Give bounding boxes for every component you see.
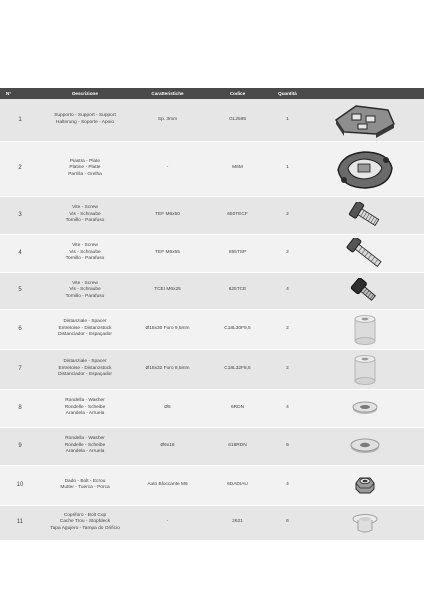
description-line: Copriforo - Bolt Cup bbox=[63, 512, 107, 518]
part-description bbox=[40, 427, 130, 465]
part-quantity: 4 bbox=[270, 389, 305, 427]
part-characteristics: Ø6x18 bbox=[130, 427, 205, 465]
part-number: 8 bbox=[0, 389, 40, 427]
parts-table bbox=[0, 88, 424, 541]
description-line: Tornillo - Parafuso bbox=[65, 256, 105, 262]
part-quantity: 1 bbox=[270, 99, 305, 141]
part-characteristics: Ø18x30 Foro 9,5mm bbox=[130, 309, 205, 349]
description-line: Dado - Bolt - Ecrou bbox=[64, 478, 106, 484]
part-characteristics: Ø18x32 Foro 8,5mm bbox=[130, 349, 205, 389]
table-row bbox=[0, 141, 424, 196]
spacer-icon bbox=[305, 352, 424, 386]
part-quantity: 2 bbox=[270, 234, 305, 272]
description-line: Distanziale - Spacer bbox=[63, 319, 107, 325]
table-body bbox=[0, 99, 424, 540]
description-line: Mutter - Tuerca - Porca bbox=[60, 485, 110, 490]
spacer-icon bbox=[305, 312, 424, 346]
description-line: Vite - Screw bbox=[72, 280, 98, 286]
part-quantity: 6 bbox=[270, 505, 305, 540]
part-number: 10 bbox=[0, 465, 40, 505]
part-number: 2 bbox=[0, 141, 40, 196]
part-characteristics: TEF M6x55 bbox=[130, 234, 205, 272]
table-row bbox=[0, 309, 424, 349]
part-code: M6M bbox=[205, 141, 270, 196]
part-code: C18L30F9,5 bbox=[205, 309, 270, 349]
part-characteristics: Sp. 3mm bbox=[130, 99, 205, 141]
table-header-row bbox=[0, 88, 424, 99]
header-characteristics: Caratteristiche bbox=[130, 88, 205, 99]
long-screw-icon bbox=[305, 238, 424, 268]
part-code: 618RDN bbox=[205, 427, 270, 465]
description-line: Tornillo - Parafuso bbox=[65, 218, 105, 224]
description-line: Entretoise - Distanzstück bbox=[58, 325, 112, 331]
part-image bbox=[305, 309, 424, 349]
description-line: Vis - Schraube bbox=[69, 249, 101, 255]
large-washer-icon bbox=[305, 436, 424, 456]
description-line: Arandela - Arruela bbox=[65, 449, 105, 455]
description-line: Rondelle - Scheibe bbox=[64, 404, 106, 410]
part-quantity: 4 bbox=[270, 272, 305, 309]
description-line: Piastra - Plate bbox=[69, 158, 101, 164]
hex-screw-icon bbox=[305, 202, 424, 228]
part-quantity: 2 bbox=[270, 196, 305, 234]
part-description bbox=[40, 99, 130, 141]
part-image bbox=[305, 272, 424, 309]
part-image bbox=[305, 349, 424, 389]
table-row bbox=[0, 465, 424, 505]
description-line: Vis - Schraube bbox=[69, 211, 101, 217]
part-characteristics: - bbox=[130, 141, 205, 196]
table-row bbox=[0, 272, 424, 309]
part-quantity: 4 bbox=[270, 465, 305, 505]
part-description bbox=[40, 234, 130, 272]
part-code: 655TSP bbox=[205, 234, 270, 272]
part-quantity: 1 bbox=[270, 141, 305, 196]
part-image bbox=[305, 141, 424, 196]
lock-nut-icon bbox=[305, 473, 424, 497]
description-line: Supporto - Support - Support bbox=[54, 113, 116, 119]
part-image bbox=[305, 389, 424, 427]
description-line: Cache Trou - Stopfdeck bbox=[59, 519, 111, 525]
part-number: 4 bbox=[0, 234, 40, 272]
socket-screw-icon bbox=[305, 278, 424, 304]
part-characteristics: - bbox=[130, 505, 205, 540]
part-image bbox=[305, 234, 424, 272]
description-line: Vite - Screw bbox=[72, 243, 98, 249]
part-description bbox=[40, 389, 130, 427]
part-image bbox=[305, 99, 424, 141]
description-line: Rondelle - Scheibe bbox=[64, 442, 106, 448]
part-number: 7 bbox=[0, 349, 40, 389]
part-number: 3 bbox=[0, 196, 40, 234]
part-code: C18L32F8,5 bbox=[205, 349, 270, 389]
part-description bbox=[40, 141, 130, 196]
description-line: Vis - Schraube bbox=[69, 287, 101, 293]
header-image bbox=[305, 88, 424, 99]
part-code: 650TECF bbox=[205, 196, 270, 234]
description-line: Rondella - Washer bbox=[65, 436, 105, 442]
table-row bbox=[0, 196, 424, 234]
rack-plate-icon bbox=[305, 100, 424, 140]
table-row bbox=[0, 234, 424, 272]
header-number: N° bbox=[0, 88, 40, 99]
part-quantity: 2 bbox=[270, 309, 305, 349]
header-quantity: Quantità bbox=[270, 88, 305, 99]
description-line: Tornillo - Parafuso bbox=[65, 293, 105, 299]
part-number: 1 bbox=[0, 99, 40, 141]
description-line: Distanciador - Espaçador bbox=[58, 332, 112, 338]
part-characteristics: Auto Bloccante M6 bbox=[130, 465, 205, 505]
description-line: Rondella - Washer bbox=[65, 398, 105, 404]
part-image bbox=[305, 505, 424, 540]
part-number: 6 bbox=[0, 309, 40, 349]
description-line: Distanciador - Espaçador bbox=[58, 372, 112, 378]
part-characteristics: Ø6 bbox=[130, 389, 205, 427]
bolt-cap-icon bbox=[305, 510, 424, 536]
part-description bbox=[40, 309, 130, 349]
part-number: 5 bbox=[0, 272, 40, 309]
part-image bbox=[305, 196, 424, 234]
description-line: Tapa Agujero - Tampa do Orificio bbox=[50, 525, 120, 531]
description-line: Halterung - Soporte - Apoio bbox=[55, 119, 115, 125]
part-image bbox=[305, 465, 424, 505]
part-image bbox=[305, 427, 424, 465]
description-line: Entretoise - Distanzstück bbox=[58, 365, 112, 371]
part-characteristics: TEF M6x50 bbox=[130, 196, 205, 234]
part-code: 2621 bbox=[205, 505, 270, 540]
description-line: Platine - Platte bbox=[69, 165, 101, 171]
table-row bbox=[0, 349, 424, 389]
part-description bbox=[40, 349, 130, 389]
part-quantity: 6 bbox=[270, 427, 305, 465]
part-code: 6DADIAU bbox=[205, 465, 270, 505]
description-line: Vite - Screw bbox=[72, 205, 98, 211]
table-row bbox=[0, 389, 424, 427]
part-characteristics: TCEI M6x25 bbox=[130, 272, 205, 309]
table-row bbox=[0, 505, 424, 540]
washer-icon bbox=[305, 399, 424, 417]
description-line: Parrilla - Grelha bbox=[68, 171, 102, 177]
part-description bbox=[40, 272, 130, 309]
part-quantity: 2 bbox=[270, 349, 305, 389]
part-code: 6RDN bbox=[205, 389, 270, 427]
part-code: 625TCE bbox=[205, 272, 270, 309]
part-description bbox=[40, 505, 130, 540]
monokey-plate-icon bbox=[305, 146, 424, 192]
part-description bbox=[40, 465, 130, 505]
table-row bbox=[0, 427, 424, 465]
part-number: 9 bbox=[0, 427, 40, 465]
header-code: Codice bbox=[205, 88, 270, 99]
header-description: Descrizione bbox=[40, 88, 130, 99]
description-line: Distanziale - Spacer bbox=[63, 359, 107, 365]
part-number: 11 bbox=[0, 505, 40, 540]
description-line: Arandela - Arruela bbox=[65, 411, 105, 417]
part-description bbox=[40, 196, 130, 234]
table-row bbox=[0, 99, 424, 141]
part-code: GL2595 bbox=[205, 99, 270, 141]
